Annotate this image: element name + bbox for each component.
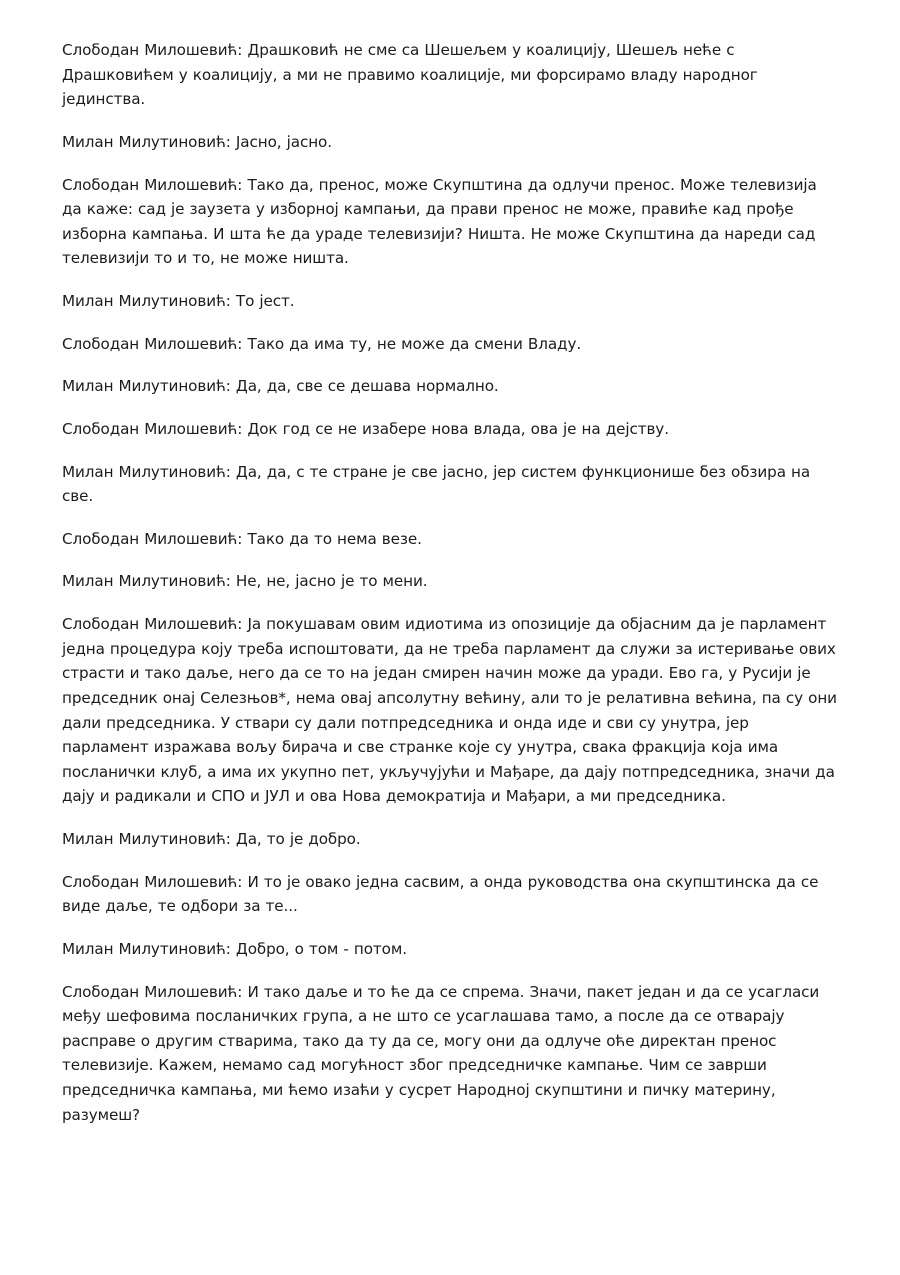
speaker-label: Слободан Милошевић: [62, 872, 238, 891]
utterance-text: : Не, не, јасно је то мени.: [225, 572, 428, 591]
transcript-paragraph: [62, 870, 840, 919]
transcript-paragraph: [62, 980, 840, 1128]
utterance-text: : Да, да, све се дешава нормално.: [225, 377, 499, 396]
speaker-label: Слободан Милошевић: [62, 615, 238, 633]
utterance-text: : Да, то је добро.: [225, 830, 361, 848]
speaker-label: Милан Милутиновић: [62, 132, 226, 151]
speaker-label: Слободан Милошевић: [62, 41, 238, 59]
transcript-paragraph: [62, 130, 840, 155]
utterance-text: : То јест.: [225, 292, 295, 310]
transcript-paragraph: [62, 937, 840, 962]
transcript-paragraph: [62, 417, 840, 442]
transcript-paragraph: [62, 527, 840, 552]
utterance-text: : Да, да, с те стране је све јасно, јер систем функционише без обзира на све.: [62, 462, 811, 506]
transcript-paragraph: [62, 38, 840, 112]
speaker-label: Милан Милутиновић: [62, 572, 226, 591]
transcript-paragraph: [62, 460, 840, 509]
speaker-label: Милан Милутиновић: [62, 939, 226, 958]
speaker-label: Милан Милутиновић: [62, 377, 226, 396]
transcript-paragraph: [62, 612, 840, 809]
transcript-paragraph: [62, 374, 840, 399]
speaker-label: Слободан Милошевић: [62, 529, 238, 548]
transcript-paragraph: [62, 827, 840, 852]
utterance-text: : Јасно, јасно.: [225, 132, 332, 151]
transcript-paragraph: [62, 332, 840, 357]
transcript-paragraph: [62, 289, 840, 314]
utterance-text: : Драшковић не сме са Шешељем у коалицију, Шешељ неће с Драшковићем у коалицију, а ми не правимо коалиције, ми форсирамо владу народног јединства.: [62, 41, 758, 109]
utterance-text: : Добро, о том - потом.: [225, 939, 407, 958]
utterance-text: : И то је овако једна сасвим, а онда руководства она скупштинска да се виде даље, те одбори за те...: [62, 872, 819, 916]
utterance-text: : Тако да, пренос, може Скупштина да одлучи пренос. Може телевизија да каже: сад је заузета у изборној кампањи, да прави пренос не може, правиће кад прође изборна кампања. И шта ће да ураде телевизији? Ништа. Не може Скупштина да нареди сад телевизији то и то, не може ништа.: [62, 175, 817, 268]
transcript-paragraph: [62, 569, 840, 594]
speaker-label: Милан Милутиновић: [62, 830, 226, 848]
speaker-label: Слободан Милошевић: [62, 982, 238, 1001]
speaker-label: Слободан Милошевић: [62, 175, 238, 194]
utterance-text: : Тако да има ту, не може да смени Владу.: [237, 334, 582, 353]
utterance-text: : Док год се не изабере нова влада, ова је на дејству.: [237, 419, 669, 438]
speaker-label: Слободан Милошевић: [62, 334, 238, 353]
utterance-text: : И тако даље и то ће да се спрема. Значи, пакет један и да се усагласи међу шефовима посланичких група, а не што се усаглашава тамо, а после да се отварају расправе о другим стварима, тако да ту да се, могу они да одлуче оће директан пренос телевизије. Кажем, немамо сад могућност због председничке кампање. Чим се заврши председничка кампања, ми ћемо изаћи у сусрет Народној скупштини и пичку материну, разумеш?: [62, 982, 820, 1124]
utterance-text: : Тако да то нема везе.: [237, 529, 422, 548]
utterance-text: : Ја покушавам овим идиотима из опозиције да објасним да је парламент једна процедура коју треба испоштовати, да не треба парламент да служи за истеривање ових страсти и тако даље, него да се то на један смирен начин може да уради. Ево га, у Русији је председник онај Селезњов*, нема овај апсолутну већину, али то је релативна већина, па су они дали председника. У ствари су дали потпредседника и онда иде и сви су унутра, јер парламент изражава вољу бирача и све странке које су унутра, свака фракција која има посланички клуб, а има их укупно пет, укључујући и Мађаре, да дају потпредседника, значи да дају и радикали и СПО и ЈУЛ и ова Нова демократија и Мађари, а ми председника.: [62, 615, 837, 806]
speaker-label: Милан Милутиновић: [62, 462, 226, 481]
speaker-label: Милан Милутиновић: [62, 292, 226, 310]
transcript-paragraph: [62, 173, 840, 272]
speaker-label: Слободан Милошевић: [62, 419, 238, 438]
transcript-body: [62, 38, 840, 1127]
